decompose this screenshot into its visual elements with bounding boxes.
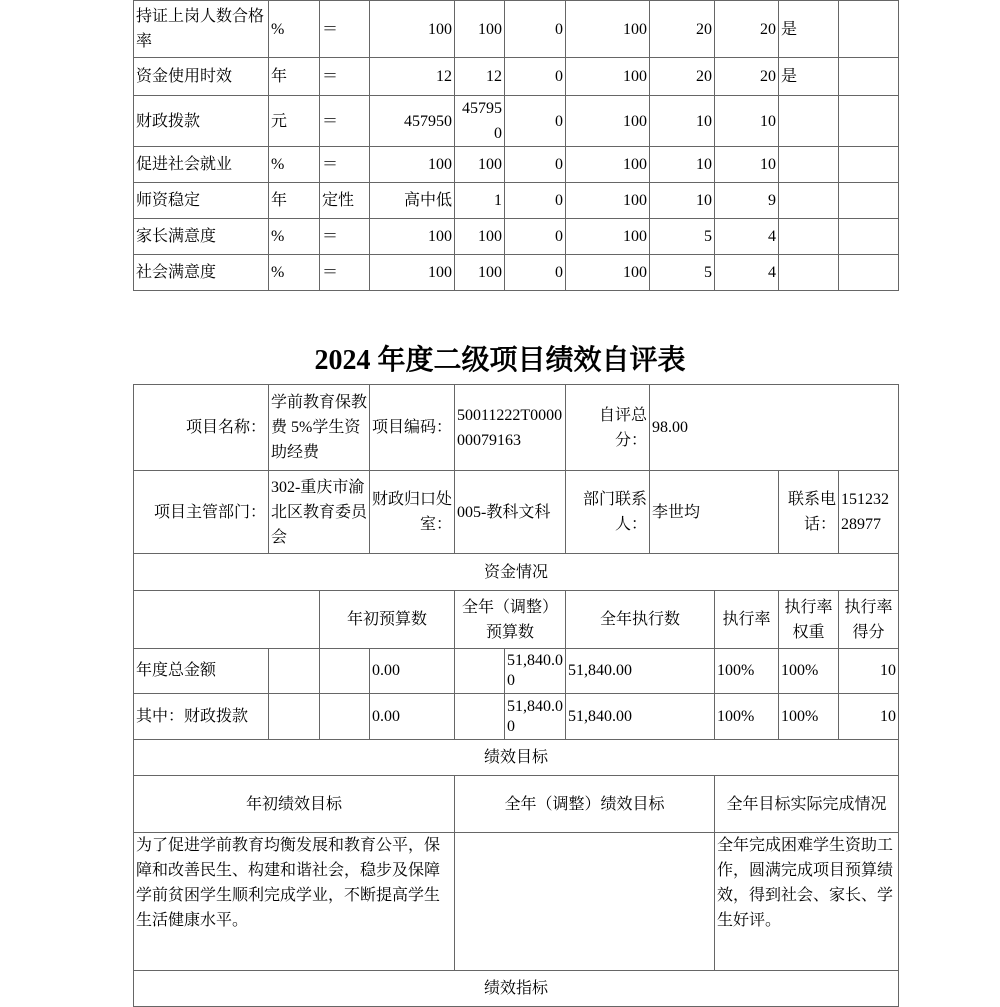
indicator-cell: [839, 147, 899, 183]
indicator-cell: 20: [715, 58, 779, 96]
office-label: 财政归口处室：: [370, 471, 455, 554]
indicator-table: [133, 0, 899, 291]
score: 98.00: [650, 385, 899, 471]
indicator-cell: 12: [370, 58, 455, 96]
funds-header: 全年执行数: [566, 591, 715, 649]
indicator-cell: 457950: [370, 96, 455, 147]
indicator-cell: ＝: [320, 96, 370, 147]
indicator-cell: 100: [455, 1, 505, 58]
funds-header: 年初预算数: [320, 591, 455, 649]
funds-cell: [455, 649, 505, 694]
indicator-cell: 0: [505, 183, 566, 219]
indicator-cell: 0: [505, 219, 566, 255]
indicator-cell: [779, 96, 839, 147]
funds-header-row: [134, 591, 899, 649]
funds-cell: 51,840.00: [505, 694, 566, 740]
indicator-cell: [839, 183, 899, 219]
funds-cell: 51,840.00: [566, 694, 715, 740]
indicator-cell: 持证上岗人数合格率: [134, 1, 269, 58]
indicator-cell: 元: [269, 96, 320, 147]
indicator-cell: [839, 1, 899, 58]
funds-cell: 100%: [779, 694, 839, 740]
indicator-cell: %: [269, 219, 320, 255]
funds-cell: 0.00: [370, 694, 455, 740]
funds-header: 执行率得分: [839, 591, 899, 649]
indicator-row: [134, 96, 899, 147]
funds-header: [134, 591, 320, 649]
indicator-cell: 100: [566, 147, 650, 183]
indicator-cell: 促进社会就业: [134, 147, 269, 183]
goals-row: [134, 833, 899, 971]
indicator-cell: [839, 255, 899, 291]
indicator-cell: 100: [370, 255, 455, 291]
indicator-cell: 20: [715, 1, 779, 58]
indicator-cell: [839, 219, 899, 255]
indicator-cell: 社会满意度: [134, 255, 269, 291]
indicator-cell: ＝: [320, 219, 370, 255]
indicator-cell: 5: [650, 219, 715, 255]
initial-goal: 为了促进学前教育均衡发展和教育公平，保障和改善民生、构建和谐社会，稳步及保障学前贫困学生顺利完成学业，不断提高学生生活健康水平。: [134, 833, 455, 971]
adjusted-goal: [455, 833, 715, 971]
funds-row: [134, 649, 899, 694]
indicator-cell: 10: [650, 96, 715, 147]
indicator-cell: [839, 58, 899, 96]
funds-cell: [269, 649, 320, 694]
indicator-row: [134, 183, 899, 219]
indicator-cell: 9: [715, 183, 779, 219]
indicator-cell: 100: [566, 58, 650, 96]
indicator-cell: ＝: [320, 1, 370, 58]
page-title: 2024 年度二级项目绩效自评表: [314, 345, 686, 376]
indicator-cell: 20: [650, 58, 715, 96]
goals-section-title: 绩效目标: [134, 740, 899, 776]
indicator-cell: 5: [650, 255, 715, 291]
indicator-cell: %: [269, 255, 320, 291]
indicator-cell: [779, 183, 839, 219]
dept: 302-重庆市渝北区教育委员会: [269, 471, 370, 554]
contact: 李世均: [650, 471, 779, 554]
indicator-cell: 100: [566, 96, 650, 147]
indicator-cell: %: [269, 147, 320, 183]
phone: 15123228977: [839, 471, 899, 554]
funds-cell: 51,840.00: [505, 649, 566, 694]
indicator-cell: 资金使用时效: [134, 58, 269, 96]
funds-cell: 其中：财政拨款: [134, 694, 269, 740]
indicator-cell: 20: [650, 1, 715, 58]
score-label: 自评总分：: [566, 385, 650, 471]
funds-cell: [269, 694, 320, 740]
dept-label: 项目主管部门：: [134, 471, 269, 554]
indicator-cell: 100: [370, 1, 455, 58]
indicator-cell: 10: [715, 96, 779, 147]
indicator-cell: [779, 219, 839, 255]
indicator-cell: 年: [269, 58, 320, 96]
funds-section-title: 资金情况: [134, 554, 899, 591]
phone-label: 联系电话：: [779, 471, 839, 554]
project-code-label: 项目编码：: [370, 385, 455, 471]
goals-header: 年初绩效目标: [134, 776, 455, 833]
indicator-cell: ＝: [320, 58, 370, 96]
funds-cell: [455, 694, 505, 740]
indicator-cell: 12: [455, 58, 505, 96]
actual-completion: 全年完成困难学生资助工作，圆满完成项目预算绩效，得到社会、家长、学生好评。: [715, 833, 899, 971]
indicator-cell: 100: [455, 255, 505, 291]
goals-header-row: [134, 776, 899, 833]
funds-row: [134, 694, 899, 740]
indicator-cell: %: [269, 1, 320, 58]
indicator-cell: 100: [455, 219, 505, 255]
indicator-cell: 0: [505, 58, 566, 96]
indicator-cell: ＝: [320, 147, 370, 183]
indicator-cell: 100: [566, 255, 650, 291]
indicator-cell: [779, 255, 839, 291]
funds-cell: 51,840.00: [566, 649, 715, 694]
project-code: 50011222T000000079163: [455, 385, 566, 471]
indicator-cell: 10: [715, 147, 779, 183]
funds-cell: 100%: [779, 649, 839, 694]
indicator-cell: 4: [715, 255, 779, 291]
indicator-cell: [779, 147, 839, 183]
funds-header: 执行率: [715, 591, 779, 649]
funds-cell: 0.00: [370, 649, 455, 694]
indicator-row: [134, 1, 899, 58]
indicator-cell: 100: [370, 219, 455, 255]
indicator-cell: 100: [566, 1, 650, 58]
indicator-row: [134, 219, 899, 255]
project-name: 学前教育保教费 5%学生资助经费: [269, 385, 370, 471]
indicators-section-title: 绩效指标: [134, 971, 899, 1007]
indicator-cell: 4: [715, 219, 779, 255]
goals-header: 全年目标实际完成情况: [715, 776, 899, 833]
contact-label: 部门联系人：: [566, 471, 650, 554]
indicator-cell: 1: [455, 183, 505, 219]
goals-header: 全年（调整）绩效目标: [455, 776, 715, 833]
indicator-cell: 100: [566, 183, 650, 219]
indicator-cell: 0: [505, 147, 566, 183]
funds-cell: 年度总金额: [134, 649, 269, 694]
indicator-cell: ＝: [320, 255, 370, 291]
indicator-cell: 年: [269, 183, 320, 219]
indicator-cell: 是: [779, 1, 839, 58]
office: 005-教科文科: [455, 471, 566, 554]
indicator-cell: 财政拨款: [134, 96, 269, 147]
indicator-cell: 0: [505, 1, 566, 58]
funds-header: 执行率权重: [779, 591, 839, 649]
indicator-cell: 10: [650, 147, 715, 183]
indicator-cell: 家长满意度: [134, 219, 269, 255]
indicator-cell: 定性: [320, 183, 370, 219]
indicator-cell: 100: [455, 147, 505, 183]
funds-cell: 100%: [715, 649, 779, 694]
indicator-cell: 师资稳定: [134, 183, 269, 219]
indicator-cell: 0: [505, 96, 566, 147]
indicator-cell: [839, 96, 899, 147]
funds-header: 全年（调整）预算数: [455, 591, 566, 649]
funds-cell: 100%: [715, 694, 779, 740]
funds-cell: [320, 649, 370, 694]
self-evaluation-table: [133, 384, 899, 1007]
indicator-row: [134, 147, 899, 183]
project-info-row: [134, 385, 899, 471]
indicator-cell: 是: [779, 58, 839, 96]
funds-cell: 10: [839, 694, 899, 740]
indicator-cell: 457950: [455, 96, 505, 147]
indicator-cell: 100: [370, 147, 455, 183]
funds-cell: 10: [839, 649, 899, 694]
indicator-cell: 10: [650, 183, 715, 219]
indicator-cell: 0: [505, 255, 566, 291]
indicator-row: [134, 58, 899, 96]
indicator-cell: 100: [566, 219, 650, 255]
funds-cell: [320, 694, 370, 740]
project-name-label: 项目名称：: [134, 385, 269, 471]
indicator-cell: 高中低: [370, 183, 455, 219]
indicator-row: [134, 255, 899, 291]
department-row: [134, 471, 899, 554]
